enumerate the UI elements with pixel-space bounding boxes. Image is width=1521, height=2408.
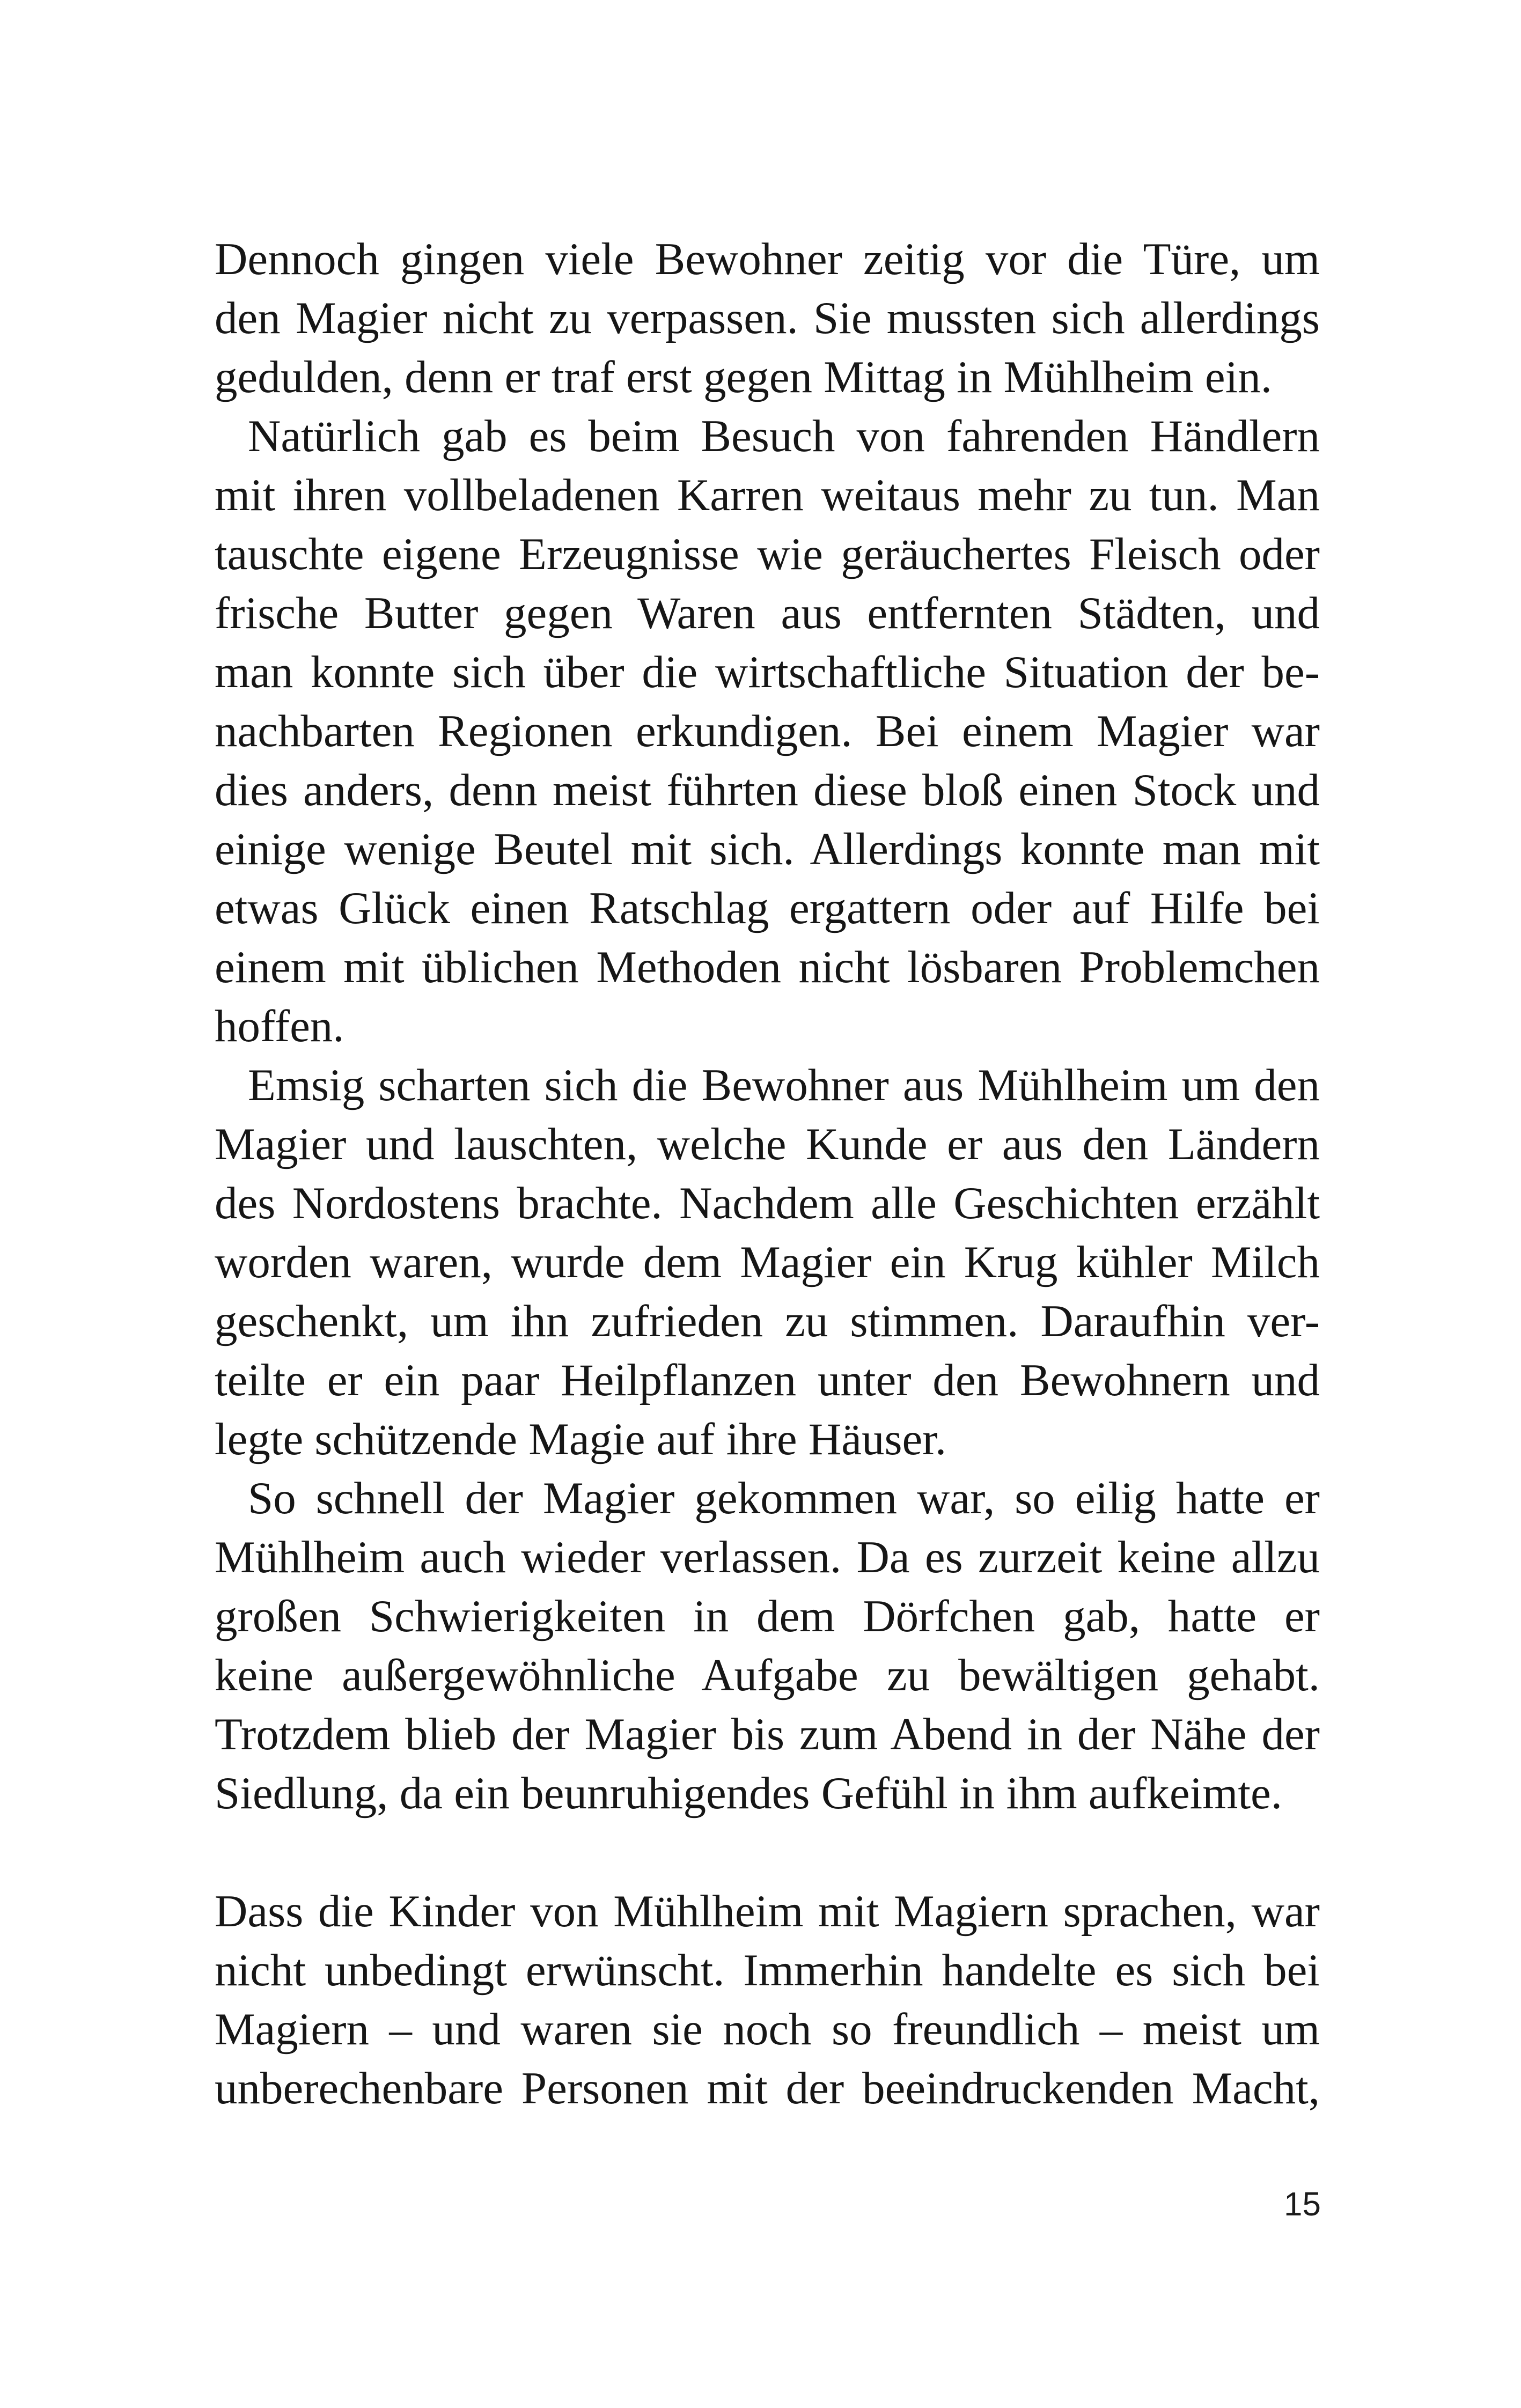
paragraph-4 bbox=[215, 1469, 1320, 1823]
text-line: legte schützende Magie auf ihre Häuser. bbox=[215, 1414, 947, 1464]
text-line: geschenkt, um ihn zufrieden zu stimmen. Daraufhin ver- bbox=[215, 1296, 1320, 1346]
text-line: frische Butter gegen Waren aus entfernten Städten, und bbox=[215, 588, 1320, 638]
text-line: nicht unbedingt erwünscht. Immerhin handelte es sich bei bbox=[215, 1945, 1320, 1995]
text-line: mit ihren vollbeladenen Karren weitaus mehr zu tun. Man bbox=[215, 470, 1320, 520]
paragraph-3 bbox=[215, 1056, 1320, 1469]
text-line: unberechenbare Personen mit der beeindruckenden Macht, bbox=[215, 2063, 1320, 2114]
text-line: hoffen. bbox=[215, 1001, 344, 1051]
text-line: großen Schwierigkeiten in dem Dörfchen gab, hatte er bbox=[215, 1591, 1320, 1641]
text-line: nachbarten Regionen erkundigen. Bei einem Magier war bbox=[215, 706, 1320, 756]
text-line: worden waren, wurde dem Magier ein Krug kühler Milch bbox=[215, 1237, 1320, 1287]
paragraph-2 bbox=[215, 407, 1320, 1056]
text-line: gedulden, denn er traf erst gegen Mittag in Mühlheim ein. bbox=[215, 352, 1272, 402]
text-line: Siedlung, da ein beunruhigendes Gefühl in ihm aufkeimte. bbox=[215, 1768, 1282, 1818]
text-line: Dass die Kinder von Mühlheim mit Magiern sprachen, war bbox=[215, 1886, 1320, 1936]
text-line: Dennoch gingen viele Bewohner zeitig vor die Türe, um bbox=[215, 234, 1320, 284]
text-line: den Magier nicht zu verpassen. Sie mussten sich allerdings bbox=[215, 293, 1320, 343]
text-line: Trotzdem blieb der Magier bis zum Abend in der Nähe der bbox=[215, 1709, 1320, 1759]
text-line: dies anders, denn meist führten diese bloß einen Stock und bbox=[215, 765, 1320, 815]
text-line: Natürlich gab es beim Besuch von fahrenden Händlern bbox=[248, 411, 1320, 461]
body-text bbox=[215, 230, 1320, 2118]
page-number: 15 bbox=[1284, 2186, 1321, 2223]
paragraph-5 bbox=[215, 1882, 1320, 2118]
text-line: tauschte eigene Erzeugnisse wie geräuchertes Fleisch oder bbox=[215, 529, 1320, 579]
text-line: des Nordostens brachte. Nachdem alle Geschichten erzählt bbox=[215, 1178, 1320, 1228]
text-line: keine außergewöhnliche Aufgabe zu bewältigen gehabt. bbox=[215, 1650, 1320, 1700]
text-line: Mühlheim auch wieder verlassen. Da es zurzeit keine allzu bbox=[215, 1532, 1320, 1582]
paragraph-1 bbox=[215, 230, 1320, 407]
text-line: So schnell der Magier gekommen war, so eilig hatte er bbox=[248, 1473, 1320, 1523]
text-line: teilte er ein paar Heilpflanzen unter den Bewohnern und bbox=[215, 1355, 1320, 1405]
text-line: einige wenige Beutel mit sich. Allerdings konnte man mit bbox=[215, 824, 1320, 874]
text-line: Magiern – und waren sie noch so freundlich – meist um bbox=[215, 2004, 1320, 2054]
text-line: man konnte sich über die wirtschaftliche Situation der be- bbox=[215, 647, 1320, 697]
text-line: Magier und lauschten, welche Kunde er aus den Ländern bbox=[215, 1119, 1320, 1169]
text-line: etwas Glück einen Ratschlag ergattern oder auf Hilfe bei bbox=[215, 883, 1320, 933]
text-line: einem mit üblichen Methoden nicht lösbaren Problemchen bbox=[215, 942, 1320, 992]
section-break bbox=[215, 1823, 1320, 1882]
text-line: Emsig scharten sich die Bewohner aus Mühlheim um den bbox=[248, 1060, 1320, 1110]
